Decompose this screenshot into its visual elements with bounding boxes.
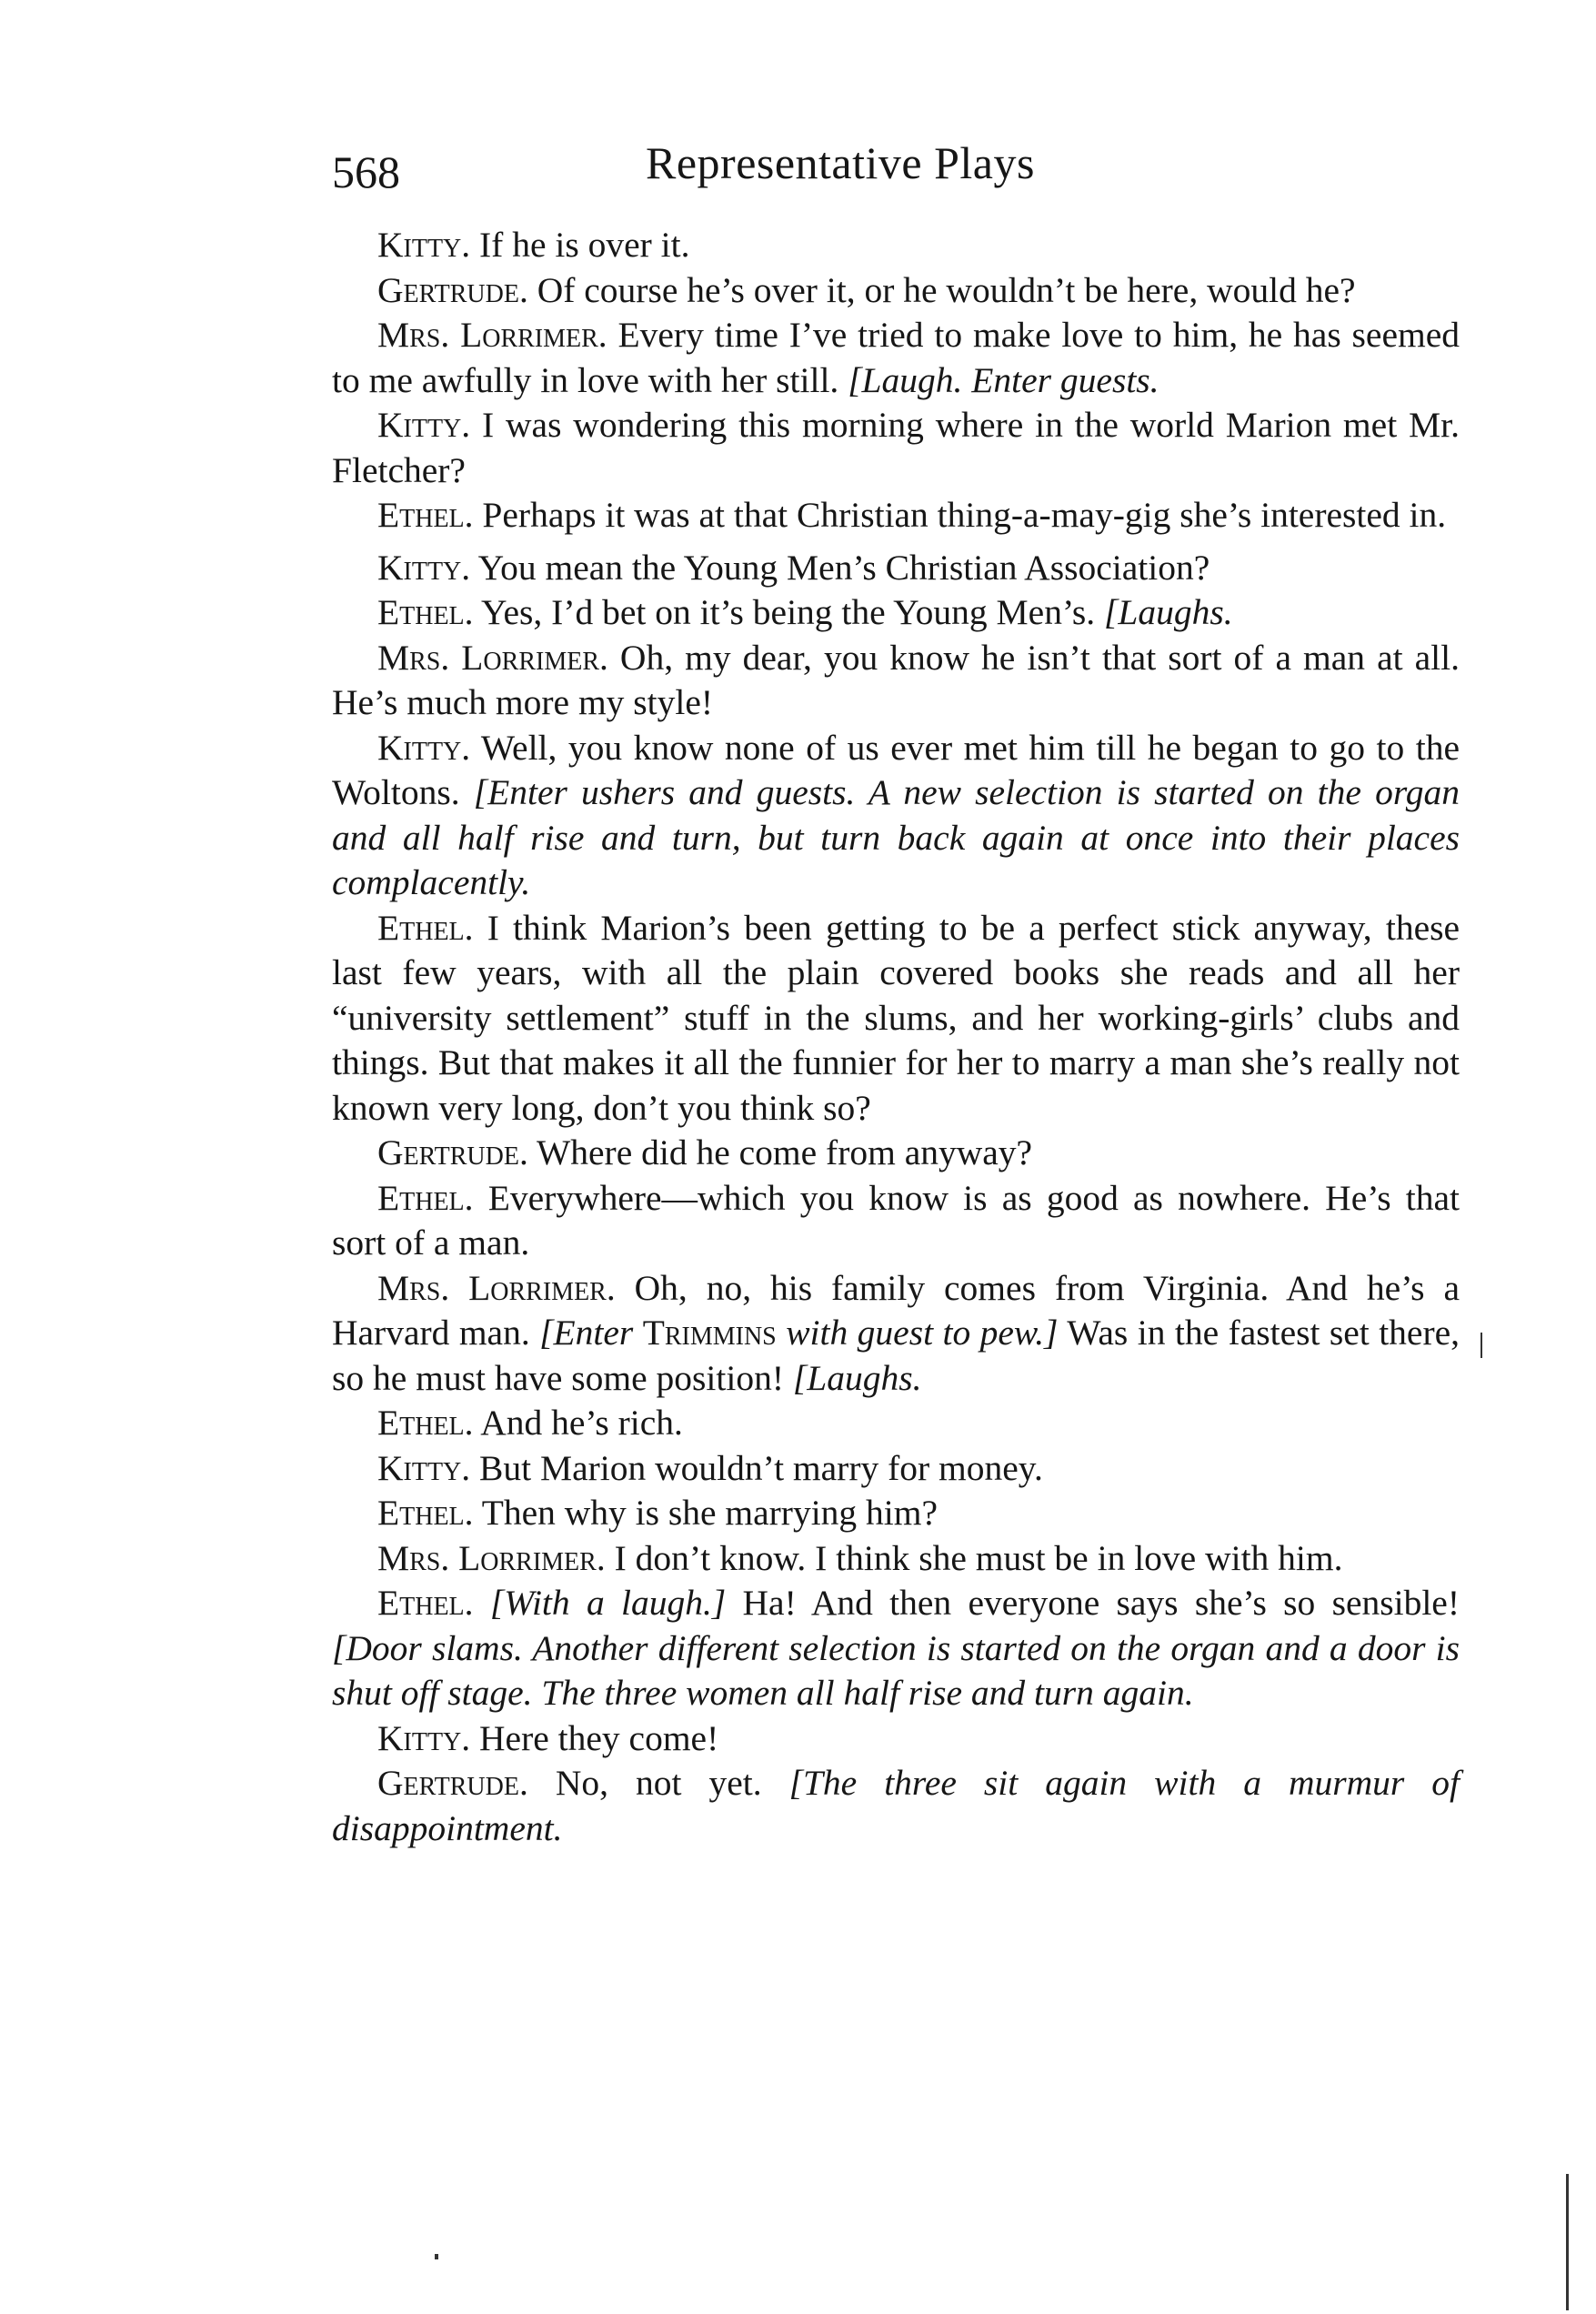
dialogue-line	[332, 546, 1460, 591]
book-page	[332, 136, 1460, 1851]
speech: Perhaps it was at that Christian thing-a-may-gig she’s interested in.	[473, 495, 1447, 535]
speech: Then why is she marrying him?	[473, 1493, 939, 1533]
speech: Oh, no, his family comes from Virginia. And he’s a Harvard man.	[332, 1267, 1460, 1353]
dialogue-line	[332, 1266, 1460, 1402]
scan-speck	[435, 2254, 438, 2259]
speaker-name: Kitty.	[377, 547, 471, 588]
speaker-name: Kitty.	[377, 727, 471, 768]
dialogue-line	[332, 1536, 1460, 1582]
speech: And he’s rich.	[473, 1403, 683, 1443]
speech: Here they come!	[470, 1717, 719, 1758]
speaker-name: Kitty.	[377, 1447, 471, 1488]
speech: Well, you know none of us ever met him till he began to go to the Woltons.	[332, 727, 1460, 812]
dialogue-line	[332, 590, 1460, 636]
speaker-name: Ethel.	[377, 1583, 474, 1623]
stage-direction: [Laughs.	[1104, 592, 1233, 632]
speaker-name: Mrs. Lorrimer.	[377, 1267, 616, 1308]
stage-direction-open: [Enter	[539, 1313, 643, 1353]
dialogue-line	[332, 1761, 1460, 1851]
play-text	[332, 223, 1460, 1851]
speech: No, not yet.	[527, 1763, 762, 1803]
dialogue-line	[332, 1491, 1460, 1536]
stage-direction: [Enter ushers and guests. A new selection is started on the organ and all half rise and turn, but turn back again at once into their places complacently.	[332, 772, 1460, 902]
speaker-name: Ethel.	[377, 1493, 474, 1533]
running-header	[332, 136, 1460, 205]
scan-edge-line	[1481, 1333, 1482, 1358]
speech: I think Marion’s been getting to be a perfect stick anyway, these last few years, with all the plain covered books she reads and all her “university settlement” stuff in the slums, and her working-girls’ clubs and things. But that makes it all the funnier for her to marry a man she’s really not known very long, don’t you think so?	[332, 907, 1460, 1128]
speech: I was wondering this morning where in the world Marion met Mr. Fletcher?	[332, 405, 1460, 490]
speech: Oh, my dear, you know he isn’t that sort of a man at all. He’s much more my style!	[332, 637, 1460, 722]
speech-continued: Was in the fastest set there, so he must have some position!	[332, 1313, 1460, 1398]
dialogue-line	[332, 1716, 1460, 1762]
dialogue-line	[332, 1401, 1460, 1446]
speech: I don’t know. I think she must be in love with him.	[605, 1537, 1343, 1578]
speaker-name: Kitty.	[377, 405, 471, 445]
stage-direction: [Laughs.	[792, 1357, 922, 1398]
speaker-name: Kitty.	[377, 225, 471, 265]
speech: Everywhere—which you know is as good as nowhere. He’s that sort of a man.	[332, 1177, 1460, 1263]
speaker-name: Mrs. Lorrimer.	[377, 1537, 606, 1578]
speech: You mean the Young Men’s Christian Association?	[470, 547, 1210, 588]
dialogue-line	[332, 1131, 1460, 1176]
dialogue-line	[332, 223, 1460, 268]
scan-edge-line	[1566, 2174, 1569, 2310]
dialogue-line	[332, 636, 1460, 726]
speaker-name: Gertrude.	[377, 1132, 528, 1172]
speaker-name: Ethel.	[377, 1403, 474, 1443]
character-name: Trimmins	[642, 1313, 777, 1353]
dialogue-line	[332, 403, 1460, 493]
speech: But Marion wouldn’t marry for money.	[470, 1447, 1043, 1488]
speaker-name: Gertrude.	[377, 1763, 528, 1803]
dialogue-line	[332, 1176, 1460, 1266]
speaker-name: Ethel.	[377, 907, 474, 948]
speaker-name: Mrs. Lorrimer.	[377, 315, 607, 355]
speaker-name: Gertrude.	[377, 269, 528, 310]
stage-direction: [Door slams. Another different selection is started on the organ and a door is shut off stage. The three women all half rise and turn again.	[332, 1627, 1460, 1713]
speaker-name: Mrs. Lorrimer.	[377, 637, 608, 678]
stage-direction: [With a laugh.]	[473, 1583, 727, 1623]
speech: Yes, I’d bet on it’s being the Young Men’s.	[473, 592, 1096, 632]
dialogue-line	[332, 268, 1460, 314]
dialogue-line	[332, 313, 1460, 403]
speaker-name: Ethel.	[377, 1177, 474, 1218]
speech: Of course he’s over it, or he wouldn’t be here, would he?	[527, 269, 1356, 310]
speech: If he is over it.	[470, 225, 690, 265]
speaker-name: Kitty.	[377, 1717, 471, 1758]
speaker-name: Ethel.	[377, 592, 474, 632]
running-title: Representative Plays	[646, 137, 1035, 188]
stage-direction: [The three sit again with a murmur of disappointment.	[332, 1763, 1460, 1848]
dialogue-line	[332, 1446, 1460, 1492]
speaker-name: Ethel.	[377, 495, 474, 535]
speech: Ha! And then everyone says she’s so sensible!	[726, 1583, 1460, 1623]
dialogue-line	[332, 1581, 1460, 1716]
dialogue-line	[332, 493, 1460, 538]
stage-direction: [Laugh. Enter guests.	[848, 359, 1159, 400]
speech: Every time I’ve tried to make love to him, he has seemed to me awfully in love with her still.	[332, 315, 1460, 400]
dialogue-line	[332, 906, 1460, 1132]
stage-direction-close: with guest to pew.]	[776, 1313, 1059, 1353]
dialogue-line	[332, 726, 1460, 906]
stage-direction	[539, 1313, 1058, 1353]
speech: Where did he come from anyway?	[527, 1132, 1033, 1172]
page-number: 568	[332, 146, 400, 197]
